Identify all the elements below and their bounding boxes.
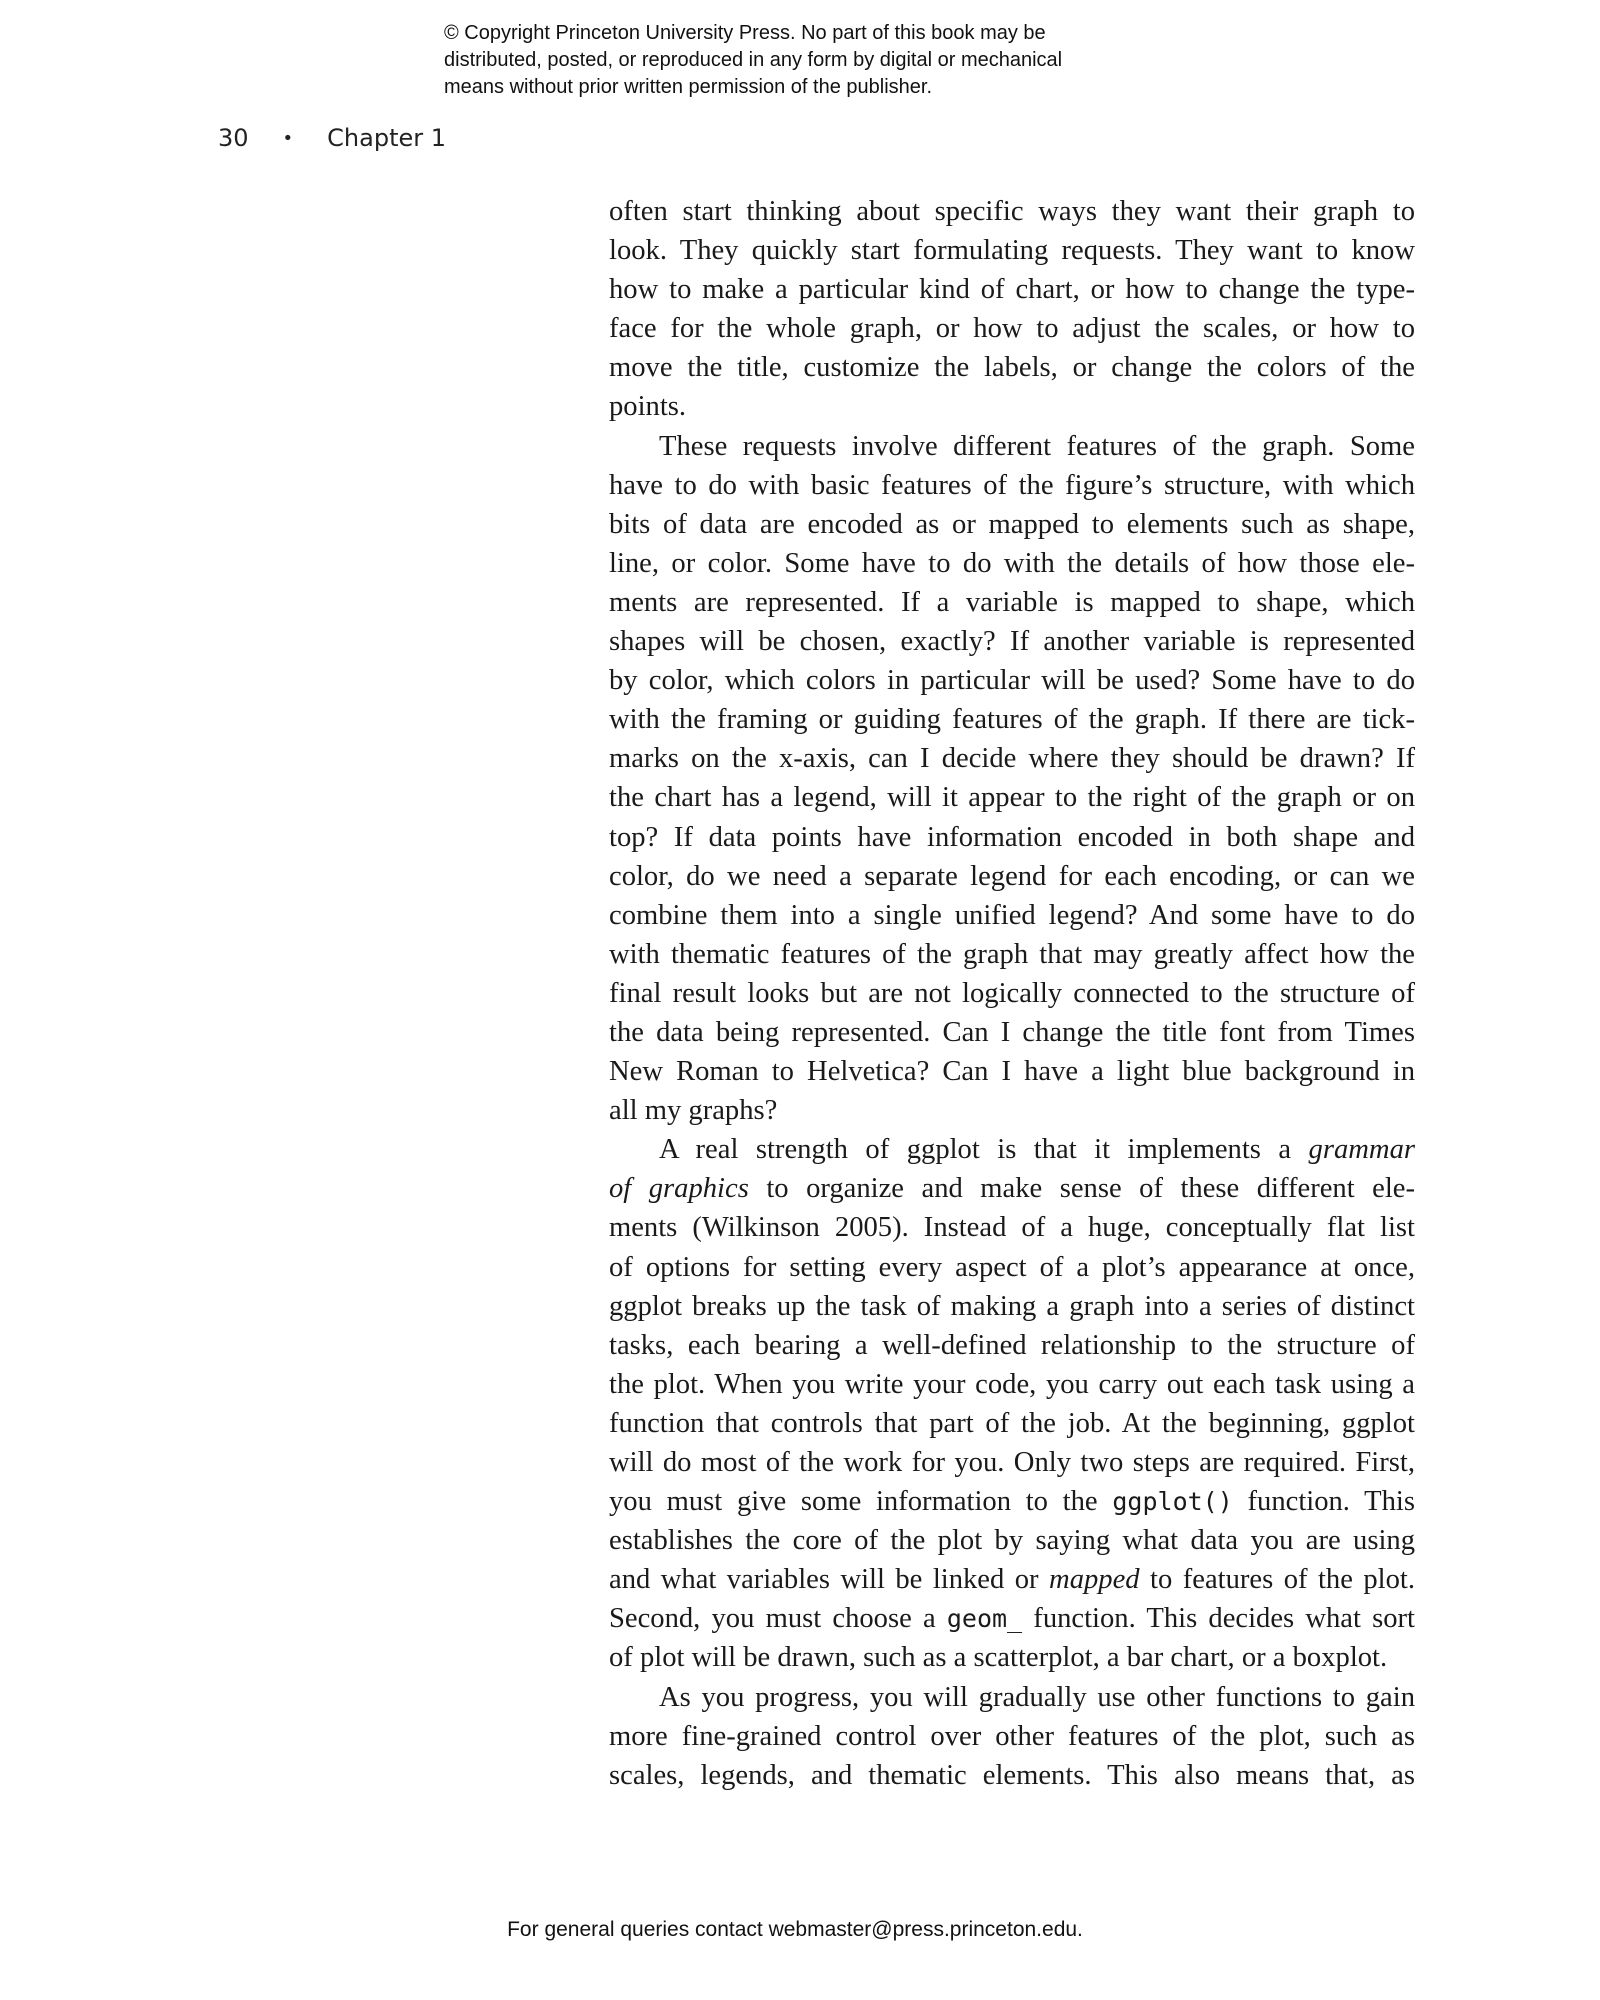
text-line: points.: [609, 391, 687, 423]
text-line: of options for setting every aspect of a plot’s appearance at once,: [609, 1251, 1415, 1283]
text-line: often start thinking about specific ways they want their graph to: [609, 196, 1415, 227]
text-line: the data being represented. Can I change the title font from Times: [609, 1016, 1415, 1048]
text-line: As you progress, you will gradually use other functions to gain: [659, 1681, 1415, 1713]
text-line: bits of data are encoded as or mapped to elements such as shape,: [609, 508, 1415, 540]
text-run: A real strength of ggplot is that it implements a: [659, 1134, 1292, 1166]
text-line: have to do with basic features of the figure’s structure, with which: [609, 469, 1415, 501]
italic-term: grammar: [1308, 1134, 1415, 1166]
text-line: with the framing or guiding features of the graph. If there are tick-: [609, 704, 1415, 736]
copyright-notice: [444, 20, 1204, 101]
text-line: ggplot breaks up the task of making a graph into a series of distinct: [609, 1290, 1415, 1322]
text-line: how to make a particular kind of chart, or how to change the type-: [609, 274, 1415, 306]
text-run: function. This: [1247, 1486, 1415, 1518]
text-line: final result looks but are not logically connected to the structure of: [609, 977, 1415, 1009]
italic-term: of graphics: [609, 1173, 749, 1205]
inline-code: ggplot(): [1112, 1487, 1233, 1517]
footer-contact: [0, 1918, 1600, 1942]
paragraph: [609, 192, 1415, 427]
text-line: tasks, each bearing a well-defined relationship to the structure of: [609, 1329, 1415, 1361]
text-line: top? If data points have information encoded in both shape and: [609, 821, 1415, 853]
text-line: [609, 1130, 1415, 1169]
text-line: marks on the x-axis, can I decide where they should be drawn? If: [609, 743, 1415, 775]
text-run: you must give some information to the: [609, 1486, 1098, 1518]
page-number: 30: [218, 124, 249, 152]
copyright-line: means without prior written permission of the publisher.: [444, 76, 933, 98]
text-run: Second, you must choose a: [609, 1603, 936, 1635]
text-line: of plot will be drawn, such as a scatterplot, a bar chart, or a boxplot.: [609, 1642, 1388, 1674]
inline-code: geom_: [946, 1604, 1023, 1634]
paragraph: [609, 427, 1415, 1131]
text-line: color, do we need a separate legend for each encoding, or can we: [609, 860, 1415, 892]
text-line: New Roman to Helvetica? Can I have a light blue background in: [609, 1056, 1415, 1088]
text-line: [609, 1560, 1415, 1599]
text-line: line, or color. Some have to do with the details of how those ele-: [609, 547, 1415, 579]
chapter-title: Chapter 1: [327, 124, 447, 152]
text-line: by color, which colors in particular will be used? Some have to do: [609, 665, 1415, 697]
footer-text: For general queries contact webmaster@press.princeton.edu.: [507, 1918, 1083, 1941]
text-line: ments are represented. If a variable is mapped to shape, which: [609, 586, 1415, 618]
text-line: function that controls that part of the job. At the beginning, ggplot: [609, 1407, 1415, 1439]
paragraph: [609, 1678, 1415, 1795]
copyright-line: distributed, posted, or reproduced in any form by digital or mechanical: [444, 49, 1063, 71]
text-line: the plot. When you write your code, you carry out each task using a: [609, 1368, 1415, 1400]
text-line: shapes will be chosen, exactly? If another variable is represented: [609, 626, 1415, 658]
paragraph: [609, 1130, 1415, 1677]
copyright-line: © Copyright Princeton University Press. No part of this book may be: [444, 22, 1046, 44]
text-run: function. This decides what sort: [1033, 1603, 1415, 1635]
text-line: combine them into a single unified legend? And some have to do: [609, 899, 1415, 931]
body-text: [609, 192, 1415, 1795]
text-line: the chart has a legend, will it appear to the right of the graph or on: [609, 782, 1415, 814]
text-line: scales, legends, and thematic elements. This also means that, as: [609, 1759, 1415, 1791]
text-line: [609, 1169, 1415, 1208]
text-line: will do most of the work for you. Only two steps are required. First,: [609, 1447, 1415, 1478]
text-line: These requests involve different features of the graph. Some: [659, 430, 1415, 462]
text-run: and what variables will be linked or: [609, 1564, 1039, 1596]
text-line: look. They quickly start formulating requests. They want to know: [609, 235, 1415, 267]
text-line: [609, 1599, 1415, 1638]
bullet-separator: •: [282, 127, 294, 149]
text-run: to organize and make sense of these different ele-: [766, 1173, 1415, 1205]
text-line: establishes the core of the plot by saying what data you are using: [609, 1525, 1415, 1557]
text-line: [609, 1482, 1415, 1521]
text-line: ments (Wilkinson 2005). Instead of a huge, conceptually flat list: [609, 1212, 1415, 1244]
text-run: to features of the plot.: [1150, 1564, 1415, 1596]
text-line: more fine-grained control over other features of the plot, such as: [609, 1720, 1415, 1752]
running-head: [218, 124, 446, 152]
text-line: all my graphs?: [609, 1095, 778, 1127]
text-line: move the title, customize the labels, or change the colors of the: [609, 352, 1415, 384]
text-line: with thematic features of the graph that may greatly affect how the: [609, 938, 1415, 970]
text-line: face for the whole graph, or how to adjust the scales, or how to: [609, 313, 1415, 345]
italic-term: mapped: [1049, 1564, 1140, 1596]
